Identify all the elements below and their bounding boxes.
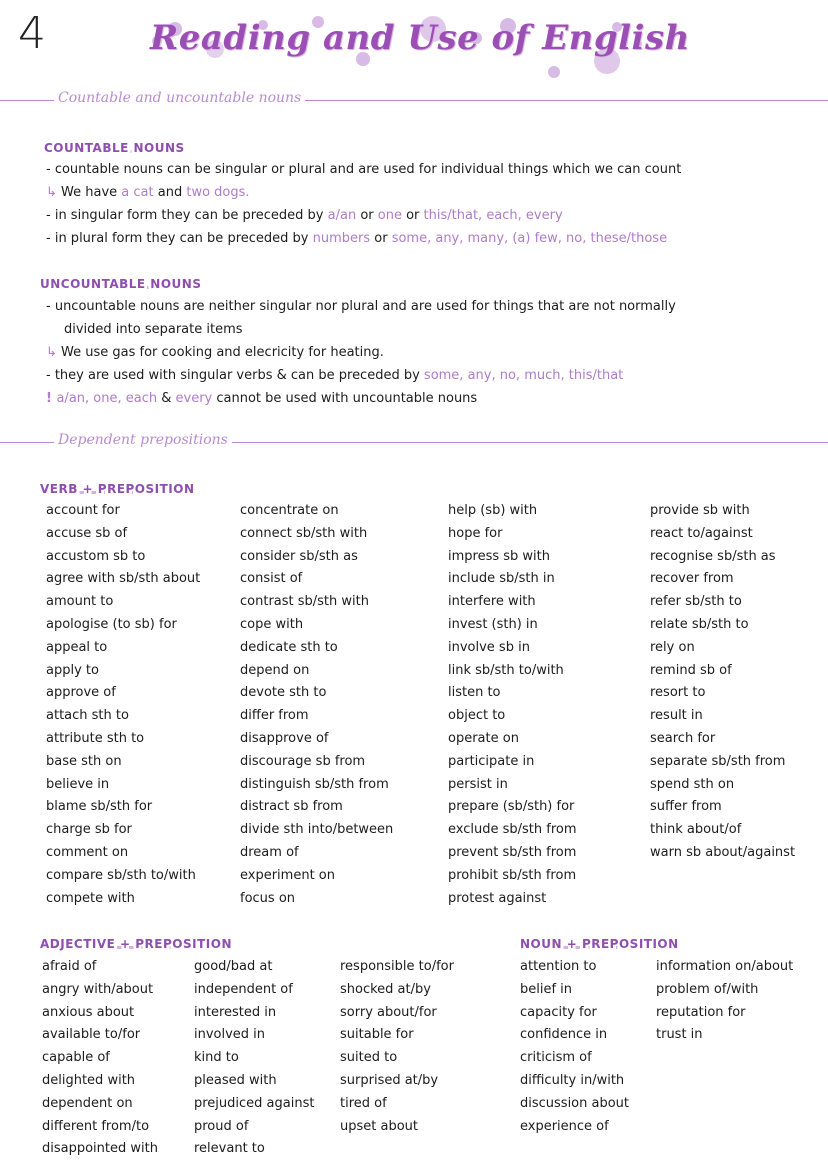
phrase-item: hope for [448,525,503,541]
verb-prep-col-3 [448,500,577,910]
phrase-item: suffer from [650,799,722,815]
phrase-item: experience of [520,1118,609,1134]
phrase-item: persist in [448,776,508,792]
phrase-item: experiment on [240,867,335,883]
phrase-item: interested in [194,1004,277,1020]
phrase-item: consist of [240,571,303,587]
phrase-item: afraid of [42,959,97,974]
phrase-item: independent of [194,981,293,997]
phrase-item: refer sb/sth to [650,594,742,610]
phrase-item: charge sb for [46,822,132,838]
phrase-item: devote sth to [240,685,327,701]
phrase-item: participate in [448,753,535,769]
adj-prep-col-2 [194,956,314,1161]
uncountable-line-4: ! a/an, one, each & every cannot be used with uncountable nouns [46,391,478,406]
phrase-item: warn sb about/against [650,844,796,860]
phrase-item: compete with [46,890,135,906]
phrase-item: involved in [194,1027,266,1043]
phrase-item: amount to [46,594,114,610]
phrase-item: remind sb of [650,662,732,678]
phrase-item: good/bad at [194,959,273,974]
phrase-item: recognise sb/sth as [650,548,776,564]
phrase-item: believe in [46,776,110,792]
phrase-item: operate on [448,730,519,746]
countable-line-1: - countable nouns can be singular or plural and are used for individual things which we can count [46,162,682,177]
noun-prep-col-1 [520,956,629,1138]
phrase-item: suitable for [340,1027,414,1043]
phrase-item: reputation for [656,1004,746,1020]
phrase-item: attach sth to [46,708,129,724]
page-title: Reading and Use of English [150,18,690,58]
phrase-item: belief in [520,981,573,997]
phrase-item: protest against [448,890,547,906]
phrase-item: available to/for [42,1027,141,1043]
phrase-item: proud of [194,1118,249,1134]
phrase-item: react to/against [650,525,753,541]
phrase-item: confidence in [520,1027,608,1043]
phrase-item: provide sb with [650,503,750,518]
countable-line-3: - in singular form they can be preceded by a/an or one or this/that, each, every [46,208,563,223]
phrase-item: compare sb/sth to/with [46,867,196,883]
adj-prep-col-1 [42,956,158,1161]
section-title-countable: Countable and uncountable nouns [54,90,305,106]
countable-label: COUNTABLE NOUNS [44,141,185,155]
phrase-item: account for [46,503,120,518]
phrase-item: differ from [240,708,309,724]
phrase-item: pleased with [194,1072,277,1088]
phrase-item: depend on [240,662,310,678]
phrase-item: rely on [650,639,695,655]
phrase-item: interfere with [448,594,536,610]
verb-prep-col-4 [650,500,795,865]
phrase-item: disappointed with [42,1141,158,1157]
phrase-item: attribute sth to [46,730,145,746]
phrase-item: prepare (sb/sth) for [448,799,575,815]
phrase-item: surprised at/by [340,1072,439,1088]
phrase-item: tired of [340,1095,387,1111]
phrase-item: base sth on [46,753,122,769]
phrase-item: disapprove of [240,730,329,746]
phrase-item: delighted with [42,1072,136,1088]
phrase-item: distract sb from [240,799,343,815]
phrase-item: agree with sb/sth about [46,571,201,587]
section-title-dependent: Dependent prepositions [54,432,232,448]
phrase-item: focus on [240,890,296,906]
phrase-item: recover from [650,571,734,587]
noun-prep-col-2 [656,956,793,1047]
phrase-item: difficulty in/with [520,1072,625,1088]
phrase-item: attention to [520,959,597,974]
phrase-item: connect sb/sth with [240,525,368,541]
uncountable-label: UNCOUNTABLE NOUNS [40,277,202,291]
phrase-item: appeal to [46,639,108,655]
phrase-item: different from/to [42,1118,150,1134]
adj-prep-label: ADJECTIVE + PREPOSITION [40,937,232,951]
phrase-item: apologise (to sb) for [46,616,177,632]
phrase-item: kind to [194,1050,239,1066]
phrase-item: involve sb in [448,639,530,655]
uncountable-example: ↳ We use gas for cooking and elecricity for heating. [46,345,384,360]
phrase-item: problem of/with [656,981,759,997]
countable-line-4: - in plural form they can be preceded by numbers or some, any, many, (a) few, no, these/those [46,231,668,246]
phrase-item: approve of [46,685,116,701]
phrase-item: angry with/about [42,981,154,997]
phrase-item: prejudiced against [194,1095,315,1111]
phrase-item: resort to [650,685,706,701]
phrase-item: sorry about/for [340,1004,437,1020]
phrase-item: prevent sb/sth from [448,844,577,860]
phrase-item: trust in [656,1027,703,1043]
phrase-item: upset about [340,1118,418,1134]
uncountable-line-3: - they are used with singular verbs & can be preceded by some, any, no, much, this/that [46,368,624,383]
noun-prep-label: NOUN + PREPOSITION [520,937,679,951]
phrase-item: prohibit sb/sth from [448,867,577,883]
phrase-item: suited to [340,1050,398,1066]
phrase-item: shocked at/by [340,981,431,997]
phrase-item: distinguish sb/sth from [240,776,389,792]
verb-prep-col-2 [240,500,393,910]
countable-example: ↳ We have a cat and two dogs. [46,185,250,200]
verb-prep-label: VERB + PREPOSITION [40,482,195,496]
phrase-item: concentrate on [240,503,339,518]
phrase-item: spend sth on [650,776,735,792]
phrase-item: search for [650,730,716,746]
verb-prep-col-1 [46,500,200,910]
phrase-item: dependent on [42,1095,133,1111]
phrase-item: blame sb/sth for [46,799,153,815]
phrase-item: think about/of [650,822,742,838]
phrase-item: help (sb) with [448,503,538,518]
phrase-item: capacity for [520,1004,597,1020]
phrase-item: accuse sb of [46,525,128,541]
phrase-item: accustom sb to [46,548,146,564]
phrase-item: cope with [240,616,304,632]
phrase-item: consider sb/sth as [240,548,358,564]
phrase-item: divide sth into/between [240,822,394,838]
phrase-item: relate sb/sth to [650,616,749,632]
phrase-item: link sb/sth to/with [448,662,564,678]
uncountable-line-1b: divided into separate items [64,322,243,337]
phrase-item: criticism of [520,1050,592,1066]
page-number: 4 [18,8,46,59]
phrase-item: exclude sb/sth from [448,822,577,838]
phrase-item: discourage sb from [240,753,366,769]
phrase-item: relevant to [194,1141,265,1157]
phrase-item: dedicate sth to [240,639,338,655]
phrase-item: responsible to/for [340,959,454,974]
phrase-item: result in [650,708,703,724]
phrase-item: invest (sth) in [448,616,538,632]
phrase-item: contrast sb/sth with [240,594,369,610]
phrase-item: anxious about [42,1004,135,1020]
phrase-item: capable of [42,1050,110,1066]
phrase-item: comment on [46,844,129,860]
phrase-item: include sb/sth in [448,571,555,587]
phrase-item: impress sb with [448,548,551,564]
uncountable-line-1: - uncountable nouns are neither singular nor plural and are used for things that are not normally [46,299,676,314]
phrase-item: apply to [46,662,99,678]
adj-prep-col-3 [340,956,454,1138]
phrase-item: separate sb/sth from [650,753,786,769]
phrase-item: information on/about [656,959,794,974]
phrase-item: listen to [448,685,501,701]
phrase-item: object to [448,708,506,724]
phrase-item: dream of [240,844,299,860]
phrase-item: discussion about [520,1095,630,1111]
